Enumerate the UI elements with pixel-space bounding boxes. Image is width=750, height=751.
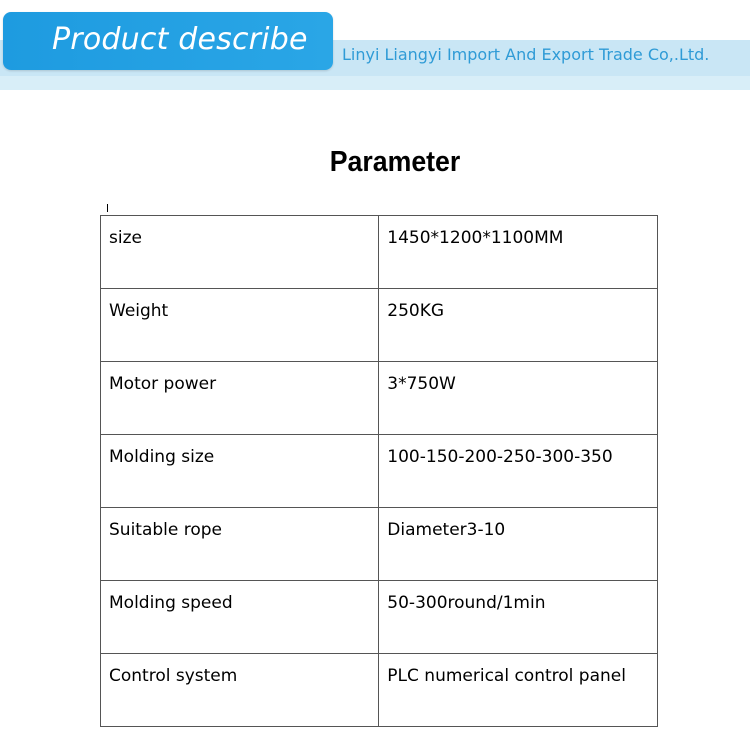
table-row — [101, 362, 658, 435]
param-label: Suitable rope — [101, 508, 379, 581]
param-label: Molding speed — [101, 581, 379, 654]
company-name: Linyi Liangyi Import And Export Trade Co,.Ltd. — [342, 45, 710, 64]
table-row — [101, 654, 658, 727]
param-value: 250KG — [379, 289, 658, 362]
table-row — [101, 289, 658, 362]
table-row — [101, 508, 658, 581]
table-row — [101, 216, 658, 289]
param-value: 1450*1200*1100MM — [379, 216, 658, 289]
param-value: PLC numerical control panel — [379, 654, 658, 727]
table-row — [101, 435, 658, 508]
banner-underline — [0, 76, 750, 90]
param-value: Diameter3-10 — [379, 508, 658, 581]
param-label: Control system — [101, 654, 379, 727]
param-label: Motor power — [101, 362, 379, 435]
cursor-mark — [107, 204, 108, 212]
param-value: 100-150-200-250-300-350 — [379, 435, 658, 508]
param-label: Weight — [101, 289, 379, 362]
param-value: 3*750W — [379, 362, 658, 435]
param-label: Molding size — [101, 435, 379, 508]
page-title: Parameter — [329, 146, 461, 178]
banner-title: Product describe — [52, 22, 308, 57]
param-value: 50-300round/1min — [379, 581, 658, 654]
parameter-table — [100, 215, 658, 727]
param-label: size — [101, 216, 379, 289]
table-row — [101, 581, 658, 654]
header-banner — [0, 0, 750, 95]
